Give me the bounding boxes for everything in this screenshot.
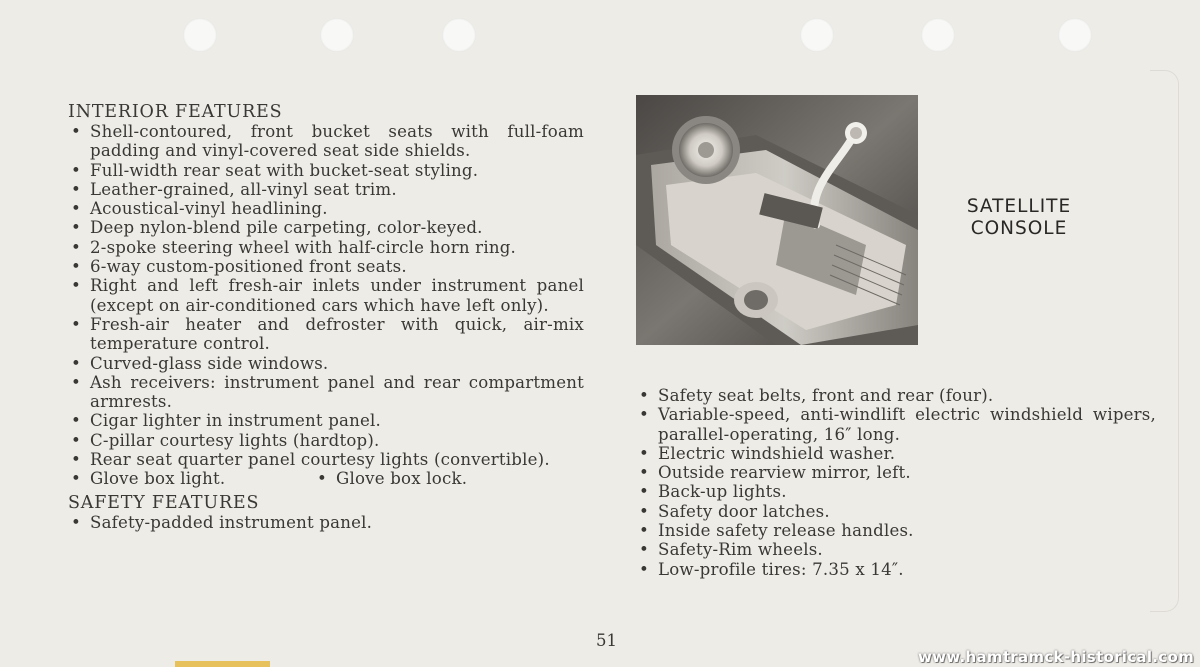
bullet-icon: • (71, 199, 81, 219)
bullet-icon: • (639, 521, 649, 541)
list-item: • Inside safety release handles. (639, 521, 914, 541)
bullet-icon: • (71, 160, 81, 180)
bullet-icon: • (71, 237, 81, 257)
list-item: • Variable-speed, anti-windlift electric windshield wipers, parallel-operating, 16″ long. (639, 405, 1156, 444)
bullet-icon: • (639, 443, 649, 463)
interior-features-list (68, 122, 584, 469)
list-item: • Safety seat belts, front and rear (four). (639, 386, 994, 405)
list-item: • Shell-contoured, front bucket seats with full-foam padding and vinyl-covered seat side shields. (71, 122, 584, 161)
bullet-icon: • (71, 179, 81, 199)
list-item: • Safety door latches. (639, 501, 830, 521)
bullet-icon: • (639, 540, 649, 560)
list-item: • Glove box lock. (317, 469, 468, 489)
glove-box-row (68, 469, 584, 489)
caption-line: CONSOLE (970, 218, 1068, 239)
bullet-icon: • (71, 411, 81, 431)
list-item: • Safety-padded instrument panel. (71, 513, 373, 533)
list-item: • Back-up lights. (639, 482, 787, 502)
bullet-icon: • (639, 559, 649, 579)
list-item: • Leather-grained, all-vinyl seat trim. (71, 179, 397, 199)
list-item: • Right and left fresh-air inlets under instrument panel (except on air-conditioned cars which have left only). (71, 276, 584, 315)
right-column (636, 386, 1156, 579)
list-item: • Full-width rear seat with bucket-seat styling. (71, 160, 479, 180)
photo-caption (944, 196, 1094, 240)
list-item: • Glove box light. (71, 469, 226, 489)
satellite-console-photo (636, 95, 918, 345)
watermark: www.hamtramck-historical.com (918, 648, 1194, 666)
bullet-icon: • (639, 386, 649, 405)
bullet-icon: • (71, 218, 81, 238)
page-number: 51 (596, 631, 617, 650)
page-tab-marker (175, 661, 270, 667)
list-item: • Rear seat quarter panel courtesy lights (convertible). (71, 450, 550, 470)
list-item: • Ash receivers: instrument panel and rear compartment armrests. (71, 372, 584, 412)
list-item: • Curved-glass side windows. (71, 353, 329, 373)
bullet-icon: • (71, 314, 81, 334)
caption-line: SATELLITE (966, 196, 1072, 217)
punch-hole (921, 18, 955, 52)
bullet-icon: • (639, 405, 649, 425)
list-item: • Acoustical-vinyl headlining. (71, 199, 328, 219)
bullet-icon: • (71, 276, 81, 296)
list-item: • Fresh-air heater and defroster with quick, air-mix temperature control. (71, 314, 584, 354)
list-item: • C-pillar courtesy lights (hardtop). (71, 430, 380, 450)
list-item: • Outside rearview mirror, left. (639, 463, 911, 483)
punch-hole (800, 18, 834, 52)
interior-features-heading: INTERIOR FEATURES (68, 102, 283, 122)
bullet-icon: • (71, 257, 81, 277)
bullet-icon: • (639, 482, 649, 502)
punch-hole (442, 18, 476, 52)
punch-hole (320, 18, 354, 52)
bullet-icon: • (71, 469, 81, 489)
bullet-icon: • (639, 463, 649, 483)
list-item: • 6-way custom-positioned front seats. (71, 257, 407, 277)
bullet-icon: • (317, 469, 327, 489)
safety-features-list-left (68, 513, 584, 532)
bullet-icon: • (71, 450, 81, 470)
punch-hole (1058, 18, 1092, 52)
bullet-icon: • (71, 430, 81, 450)
list-item: • Low-profile tires: 7.35 x 14″. (639, 559, 904, 579)
punch-hole (183, 18, 217, 52)
bullet-icon: • (71, 353, 81, 373)
safety-features-heading: SAFETY FEATURES (68, 493, 260, 514)
console-illustration (636, 95, 918, 345)
list-item: • Deep nylon-blend pile carpeting, color-keyed. (71, 218, 483, 238)
list-item: • Safety-Rim wheels. (639, 540, 823, 560)
list-item: • 2-spoke steering wheel with half-circle horn ring. (71, 237, 517, 257)
list-item: • Cigar lighter in instrument panel. (71, 411, 382, 431)
safety-features-list-right (636, 386, 1156, 579)
bullet-icon: • (71, 372, 81, 392)
bullet-icon: • (639, 501, 649, 521)
bullet-icon: • (71, 513, 81, 533)
list-item: • Electric windshield washer. (639, 443, 896, 463)
bullet-icon: • (71, 122, 81, 141)
left-column (68, 102, 584, 533)
